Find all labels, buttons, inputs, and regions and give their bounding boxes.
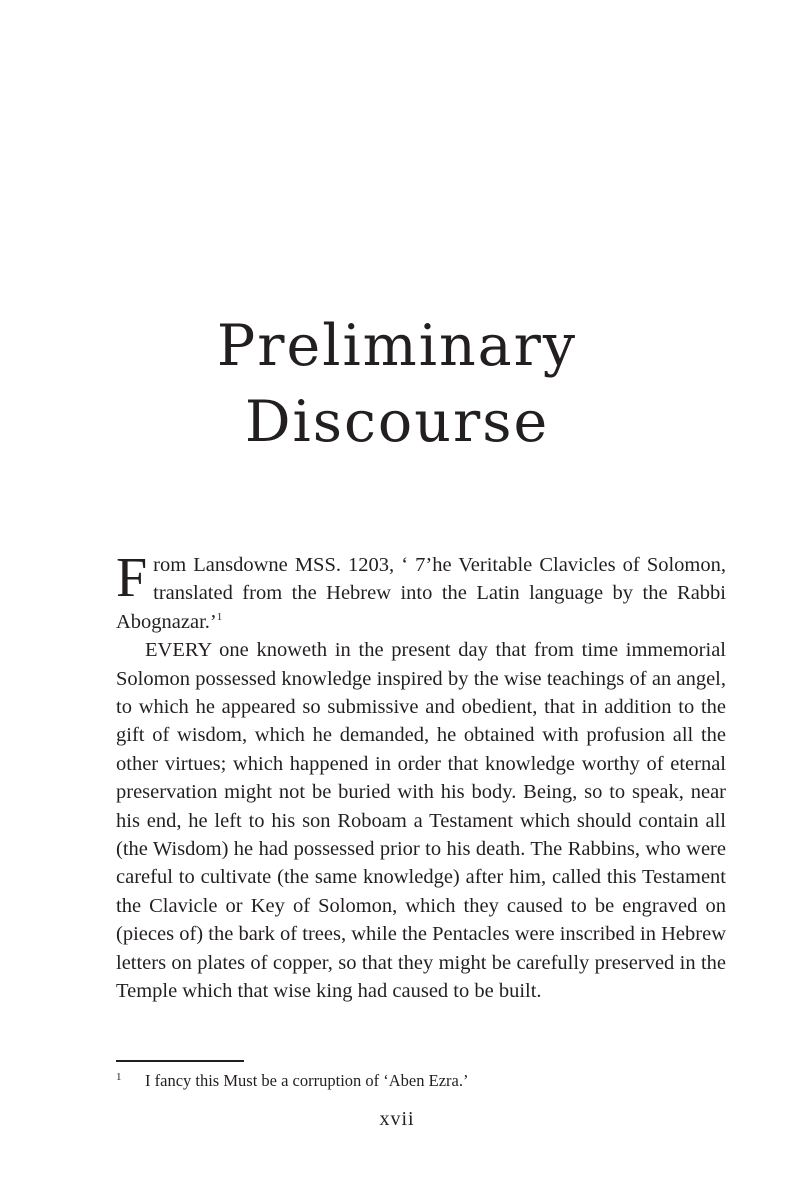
- drop-cap: F: [116, 547, 148, 609]
- footnote: [116, 1070, 726, 1092]
- intro-paragraph: [116, 547, 726, 636]
- main-paragraph: EVERY one knoweth in the present day that from time immemorial Solomon possessed knowledge inspired by the wise teachings of an angel, to which he appeared so submissive and obedient, that in addition to the gift of wisdom, which he demanded, he obtained with profusion all the other virtues; which happened in order that knowledge worthy of eternal preservation might not be buried with his body. Being, so to speak, near his end, he left to his son Roboam a Testament which should contain all (the Wisdom) he had possessed prior to his death. The Rabbins, who were careful to cultivate (the same knowledge) after him, called this Testament the Clavicle or Key of Solomon, which they caused to be engraved on (pieces of) the bark of trees, while the Pentacles were inscribed in Hebrew letters on plates of copper, so that they might be carefully preserved in the Temple which that wise king had caused to be built.: [116, 639, 726, 1003]
- body-text: [116, 547, 726, 1006]
- chapter-title: [0, 308, 794, 460]
- footnote-divider: [116, 1060, 244, 1062]
- chapter-title-line-2: Discourse: [244, 389, 550, 455]
- footnote-reference[interactable]: 1: [216, 610, 223, 623]
- footnote-text: I fancy this Must be a corruption of ‘Aben Ezra.’: [145, 1071, 469, 1090]
- page-number: xvii: [379, 1108, 415, 1130]
- intro-text: rom Lansdowne MSS. 1203, ‘ 7’he Veritable Clavicles of Solomon, translated from the Hebrew into the Latin language by the Rabbi Abognazar.’: [116, 554, 726, 633]
- chapter-title-line-1: Preliminary: [216, 313, 578, 379]
- footnote-number: 1: [116, 1071, 122, 1083]
